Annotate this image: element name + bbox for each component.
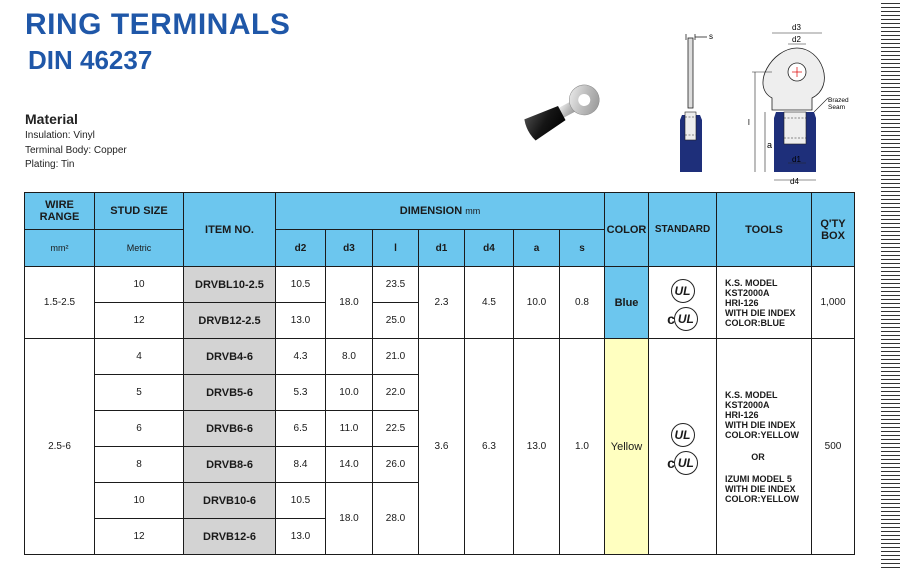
stud-cell: 12: [95, 519, 184, 555]
d1-cell: 3.6: [419, 339, 465, 555]
item-no-cell: DRVB12-6: [184, 519, 276, 555]
item-no-cell: DRVB6-6: [184, 411, 276, 447]
s-cell: 1.0: [560, 339, 605, 555]
qty-cell: 1,000: [812, 267, 855, 339]
diagram-label-s: s: [709, 32, 713, 41]
d2-cell: 13.0: [276, 303, 326, 339]
page-subtitle: DIN 46237: [28, 45, 153, 75]
cul-mark-icon: c UL: [667, 451, 698, 475]
edge-ruler: [881, 0, 900, 571]
header-dimension-label: DIMENSION: [399, 205, 463, 217]
tools-cell: K.S. MODEL KST2000A HRI-126 WITH DIE INDEX COLOR:YELLOW OR IZUMI MODEL 5 WITH DIE INDEX COLOR:YELLOW: [717, 339, 812, 555]
standard-cell: [649, 267, 717, 339]
table-row: [25, 339, 855, 375]
page-title: RING TERMINALS: [25, 8, 291, 41]
d4-cell: 6.3: [465, 339, 514, 555]
d3-cell: 18.0: [326, 267, 373, 339]
s-cell: 0.8: [560, 267, 605, 339]
cul-mark-icon: c UL: [667, 307, 698, 331]
header-stud-size: STUD SIZE: [95, 193, 184, 230]
d2-cell: 10.5: [276, 267, 326, 303]
material-body: Terminal Body: Copper: [25, 145, 127, 156]
stud-cell: 12: [95, 303, 184, 339]
ul-mark-icon: UL: [671, 279, 695, 303]
d2-cell: 8.4: [276, 447, 326, 483]
a-cell: 13.0: [514, 339, 560, 555]
header-mm2: mm²: [25, 230, 95, 267]
header-d1: d1: [419, 230, 465, 267]
tools-cell: K.S. MODEL KST2000A HRI-126 WITH DIE INDEX COLOR:BLUE: [717, 267, 812, 339]
diagram-label-l: l: [748, 118, 750, 127]
stud-cell: 4: [95, 339, 184, 375]
l-cell: 28.0: [373, 483, 419, 555]
stud-cell: 10: [95, 483, 184, 519]
header-qty-box: Q'TY BOX: [812, 193, 855, 267]
d3-cell: 14.0: [326, 447, 373, 483]
item-no-cell: DRVB12-2.5: [184, 303, 276, 339]
header-dimension: [276, 193, 605, 230]
header-standard: STANDARD: [649, 193, 717, 267]
d2-cell: 5.3: [276, 375, 326, 411]
dimension-diagram: [680, 20, 860, 188]
header-dimension-unit: mm: [465, 206, 481, 216]
d2-cell: 4.3: [276, 339, 326, 375]
l-cell: 22.0: [373, 375, 419, 411]
item-no-cell: DRVBL10-2.5: [184, 267, 276, 303]
header-color: COLOR: [605, 193, 649, 267]
wire-range-cell: 1.5-2.5: [25, 267, 95, 339]
header-tools: TOOLS: [717, 193, 812, 267]
d3-cell: 10.0: [326, 375, 373, 411]
header-d2: d2: [276, 230, 326, 267]
d3-cell: 11.0: [326, 411, 373, 447]
material-plating: Plating: Tin: [25, 159, 75, 170]
l-cell: 26.0: [373, 447, 419, 483]
header-item-no: ITEM NO.: [184, 193, 276, 267]
d4-cell: 4.5: [465, 267, 514, 339]
l-cell: 21.0: [373, 339, 419, 375]
color-cell-blue: Blue: [605, 267, 649, 339]
d1-cell: 2.3: [419, 267, 465, 339]
header-wire-range: WIRE RANGE: [25, 193, 95, 230]
d3-cell: 18.0: [326, 483, 373, 555]
diagram-label-a: a: [767, 140, 773, 150]
item-no-cell: DRVB10-6: [184, 483, 276, 519]
material-heading: Material: [25, 111, 78, 127]
d2-cell: 13.0: [276, 519, 326, 555]
diagram-label-d3: d3: [792, 23, 801, 32]
table-row: [25, 267, 855, 303]
diagram-label-d1: d1: [792, 155, 801, 164]
d2-cell: 6.5: [276, 411, 326, 447]
header-s: s: [560, 230, 605, 267]
material-insulation: Insulation: Vinyl: [25, 130, 95, 141]
spec-table: [24, 192, 855, 555]
l-cell: 22.5: [373, 411, 419, 447]
diagram-label-d2: d2: [792, 35, 801, 44]
standard-cell: [649, 339, 717, 555]
header-l: l: [373, 230, 419, 267]
stud-cell: 6: [95, 411, 184, 447]
ul-mark-icon: UL: [671, 423, 695, 447]
item-no-cell: DRVB8-6: [184, 447, 276, 483]
header-metric: Metric: [95, 230, 184, 267]
item-no-cell: DRVB5-6: [184, 375, 276, 411]
header-a: a: [514, 230, 560, 267]
stud-cell: 5: [95, 375, 184, 411]
d3-cell: 8.0: [326, 339, 373, 375]
a-cell: 10.0: [514, 267, 560, 339]
item-no-cell: DRVB4-6: [184, 339, 276, 375]
header-d3: d3: [326, 230, 373, 267]
diagram-label-d4: d4: [790, 177, 799, 186]
l-cell: 23.5: [373, 267, 419, 303]
diagram-label-brazed: Brazed: [828, 97, 849, 104]
diagram-label-seam: Seam: [828, 104, 845, 111]
l-cell: 25.0: [373, 303, 419, 339]
color-cell-yellow: Yellow: [605, 339, 649, 555]
header-d4: d4: [465, 230, 514, 267]
d2-cell: 10.5: [276, 483, 326, 519]
wire-range-cell: 2.5-6: [25, 339, 95, 555]
stud-cell: 10: [95, 267, 184, 303]
qty-cell: 500: [812, 339, 855, 555]
product-photo: [518, 72, 618, 150]
stud-cell: 8: [95, 447, 184, 483]
